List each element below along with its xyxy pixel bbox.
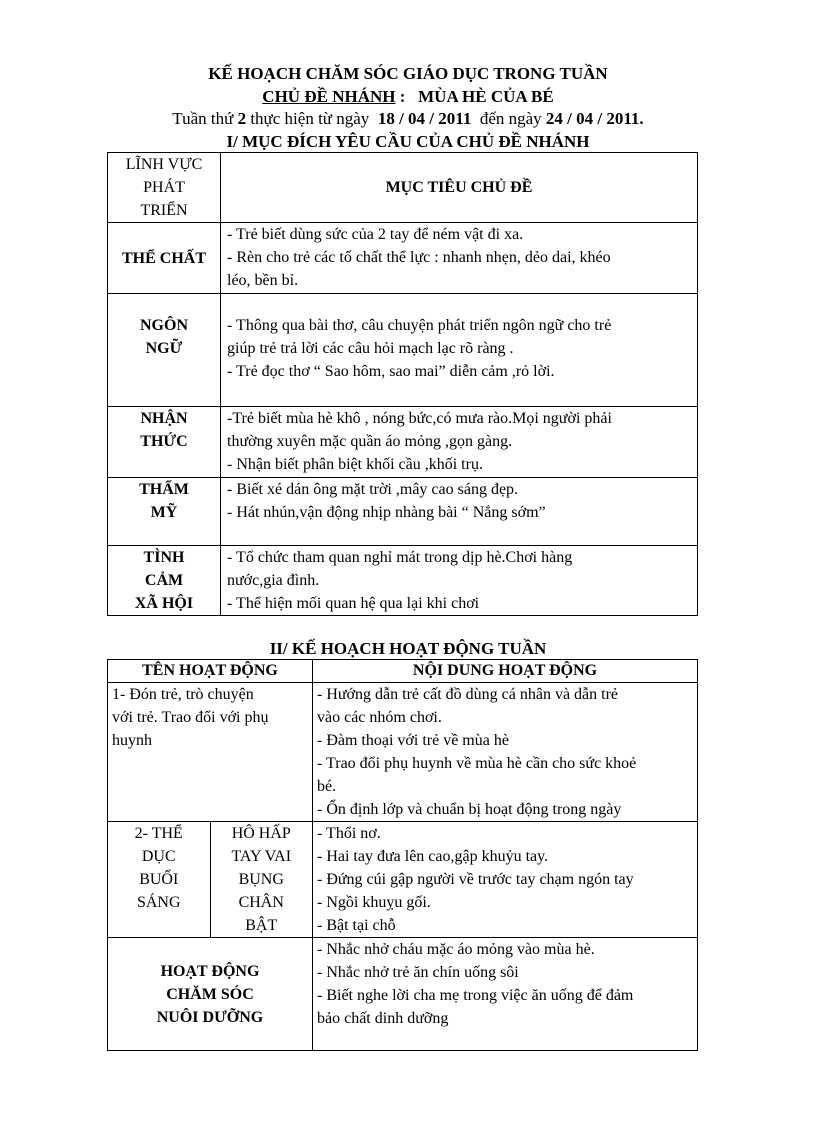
area-label: THỨC — [140, 433, 188, 450]
activity-name-line: 2- THỂ — [134, 825, 183, 842]
activity-content-line: - Trao đổi phụ huynh về mùa hè cần cho sức khoẻ — [317, 755, 637, 772]
activity-name-cell — [108, 938, 313, 1051]
goal-line: - Thể hiện mối quan hệ qua lại khi chơi — [227, 595, 480, 612]
activity-content-header: NỘI DUNG HOẠT ĐỘNG — [313, 660, 698, 683]
area-label: NGÔN — [140, 317, 188, 334]
table-row — [108, 822, 698, 938]
table-row — [108, 223, 698, 294]
area-header-line: TRIỂN — [140, 202, 188, 219]
document-title: KẾ HOẠCH CHĂM SÓC GIÁO DỤC TRONG TUẦN — [208, 64, 608, 83]
activity-content-line: - Thổi nơ. — [317, 825, 381, 842]
topic-separator: : — [395, 87, 419, 106]
area-cell — [108, 478, 221, 546]
activity-name-line: 1- Đón trẻ, trò chuyện — [112, 686, 254, 703]
exercise-sub-line: HÔ HẤP — [231, 825, 291, 842]
goals-table — [107, 152, 698, 616]
activity-name-line: DỤC — [141, 848, 176, 865]
table-row — [108, 546, 698, 616]
activity-content-line: bé. — [317, 778, 337, 795]
goals-cell — [221, 223, 698, 294]
area-cell — [108, 223, 221, 294]
goal-line: giúp trẻ trả lời các câu hỏi mạch lạc rõ ràng . — [227, 340, 514, 357]
activity-content-line: - Nhắc nhở trẻ ăn chín uống sôi — [317, 964, 519, 981]
goal-line: - Trẻ đọc thơ “ Sao hôm, sao mai” diễn cảm ,rỏ lời. — [227, 363, 555, 380]
activity-name-cell — [108, 822, 211, 938]
week-mid-text: thực hiện từ ngày — [246, 109, 378, 128]
goal-line: thường xuyên mặc quần áo mỏng ,gọn gàng. — [227, 433, 513, 450]
activity-name-cell — [108, 683, 313, 822]
exercise-sub-line: TAY VAI — [231, 848, 292, 865]
activity-content-line: - Hai tay đưa lên cao,gập khuỷu tay. — [317, 848, 549, 865]
area-label: NGỮ — [145, 340, 183, 357]
activity-content-cell — [313, 822, 698, 938]
topic-label: CHỦ ĐỀ NHÁNH — [262, 87, 396, 106]
activity-name-line: HOẠT ĐỘNG — [160, 962, 260, 980]
area-header-line: LĨNH VỰC — [125, 156, 203, 173]
goals-cell — [221, 478, 698, 546]
area-cell — [108, 294, 221, 407]
exercise-sub-line: BỤNG — [238, 871, 284, 888]
goals-cell — [221, 407, 698, 478]
area-label: THẨM — [139, 481, 189, 498]
date-from: 18 / 04 / 2011 — [377, 109, 472, 128]
section2-title: II/ KẾ HOẠCH HOẠT ĐỘNG TUẦN — [269, 639, 547, 658]
activity-content-line: - Ngồi khuỵu gối. — [317, 894, 431, 911]
area-header — [108, 153, 221, 223]
table-row — [108, 407, 698, 478]
exercise-sub-cell — [210, 822, 313, 938]
section1-title: I/ MỤC ĐÍCH YÊU CẦU CỦA CHỦ ĐỀ NHÁNH — [226, 132, 590, 151]
week-line — [0, 108, 816, 130]
area-label: NHẬN — [140, 410, 188, 427]
activity-name-line: NUÔI DƯỠNG — [156, 1008, 264, 1026]
goal-line: - Biết xé dán ông mặt trời ,mây cao sáng đẹp. — [227, 481, 519, 498]
week-number: 2 — [237, 109, 247, 128]
goal-line: -Trẻ biết mùa hè khô , nóng bức,có mưa rào.Mọi người phải — [227, 410, 612, 427]
exercise-sub-line: CHÂN — [238, 894, 284, 911]
activity-name-line: huynh — [112, 732, 152, 749]
activity-content-line: - Ổn định lớp và chuẩn bị hoạt động trong ngày — [317, 801, 622, 818]
area-label: XÃ HỘI — [134, 595, 194, 612]
topic-line — [0, 86, 816, 108]
date-to: 24 / 04 / 2011. — [545, 109, 644, 128]
table-row — [108, 938, 698, 1051]
activity-content-line: - Đàm thoại với trẻ về mùa hè — [317, 732, 509, 749]
area-label: THỂ CHẤT — [121, 249, 206, 267]
activity-name-line: BUỔI — [139, 871, 179, 888]
activity-name-header: TÊN HOẠT ĐỘNG — [108, 660, 313, 683]
goals-header: MỤC TIÊU CHỦ ĐỀ — [221, 153, 698, 223]
area-header-line: PHÁT — [143, 179, 185, 196]
goal-line: - Nhận biết phân biệt khối cầu ,khối trụ. — [227, 456, 483, 473]
activity-content-line: - Biết nghe lời cha mẹ trong việc ăn uống để đảm — [317, 987, 634, 1004]
table-row — [108, 294, 698, 407]
table-row — [108, 683, 698, 822]
table-row — [108, 478, 698, 546]
activity-content-cell — [313, 683, 698, 822]
goal-line: nước,gia đình. — [227, 572, 320, 589]
area-cell — [108, 407, 221, 478]
goal-line: - Hát nhún,vận động nhịp nhàng bài “ Nắng sớm” — [227, 504, 546, 521]
goals-cell — [221, 546, 698, 616]
activity-name-line: CHĂM SÓC — [166, 985, 254, 1003]
area-cell — [108, 546, 221, 616]
activity-content-line: - Đứng cúi gập người về trước tay chạm ngón tay — [317, 871, 634, 888]
goal-line: léo, bền bỉ. — [227, 272, 299, 289]
goals-cell — [221, 294, 698, 407]
area-label: MỸ — [150, 504, 178, 521]
activity-content-line: - Hướng dẫn trẻ cất đồ dùng cá nhân và dẫn trẻ — [317, 686, 619, 703]
goal-line: - Tổ chức tham quan nghỉ mát trong dịp hè.Chơi hàng — [227, 549, 573, 566]
activity-name-line: với trẻ. Trao đổi với phụ — [112, 709, 269, 726]
activity-content-line: vào các nhóm chơi. — [317, 709, 442, 726]
week-prefix: Tuần thứ — [172, 109, 238, 128]
goal-line: - Trẻ biết dùng sức của 2 tay để ném vật đi xa. — [227, 226, 524, 243]
topic-value: MÙA HÈ CỦA BÉ — [418, 87, 554, 106]
activity-content-line: bảo chất dinh dưỡng — [317, 1010, 449, 1027]
activity-content-line: - Nhắc nhở cháu mặc áo mỏng vào mùa hè. — [317, 941, 595, 958]
activity-content-cell — [313, 938, 698, 1051]
exercise-sub-line: BẬT — [245, 917, 278, 934]
area-label: TÌNH — [143, 549, 185, 566]
week-to-text: đến ngày — [471, 109, 546, 128]
area-label: CẢM — [144, 572, 184, 589]
activities-table — [107, 659, 698, 1051]
goal-line: - Rèn cho trẻ các tố chất thể lực : nhanh nhẹn, dẻo dai, khéo — [227, 249, 611, 266]
goal-line: - Thông qua bài thơ, câu chuyện phát triển ngôn ngữ cho trẻ — [227, 317, 612, 334]
activity-content-line: - Bật tại chỗ — [317, 917, 396, 934]
activity-name-line: SÁNG — [136, 894, 181, 911]
